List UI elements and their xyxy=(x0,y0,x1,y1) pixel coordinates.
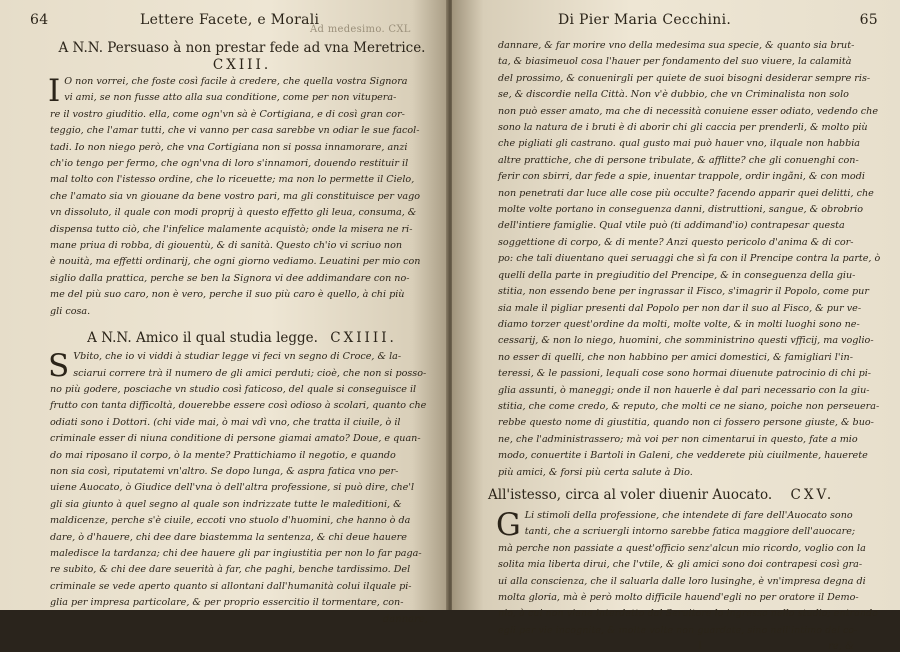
text-line: molta gloria, mà è però molto difficile hauend'egli no per oratore il Demo- xyxy=(498,592,859,603)
text-line: gli cosa. xyxy=(50,305,91,317)
text-line: re il vostro giuditio. ella, come ogn'vn sà è Cortigiana, e di così gran cor- xyxy=(50,108,405,120)
text-line: uiene Auocato, ò Giudice dell'vna ò dell'altra professione, si può dire, che'l xyxy=(50,482,415,494)
catchword: dannare, xyxy=(382,613,428,625)
text-line: nio, à cui non viene interdetto dal Seruitore lo ingresso nello studio; entrando xyxy=(498,608,878,620)
text-line: del prossimo, & conuenirgli per quiete de suoi bisogni desiderar sempre ris- xyxy=(498,72,871,84)
drop-cap: I xyxy=(48,73,61,109)
text-line: gli sia giunto à quel segno al quale son indrizzate tutte le maleditioni, & xyxy=(50,498,402,510)
text-line: po: che tali diuentano quei seruaggi che sì fa con il Prencipe contra la parte, ò xyxy=(498,253,881,265)
text-line: non sia così, riputatemi vn'altro. Se dopo lunga, & aspra fatica vno per- xyxy=(50,465,399,477)
text-line: molte volte portano in conseguenza danni, distruttioni, sangue, & obrobrio xyxy=(498,204,864,216)
left-running-title: Lettere Facete, e Morali xyxy=(140,12,320,28)
text-line: altre prattiche, che di persone tribulate, & afflitte? che gli conuenghi con- xyxy=(498,154,859,166)
text-line: diamo torzer quest'ordine da molti, molte volte, & in molti luoghi sono ne- xyxy=(498,318,860,330)
letter-number: CXIIII. xyxy=(330,330,397,347)
text-line: no esser di quelli, che non habbino per amici domestici, & famigliari l'in- xyxy=(498,351,853,363)
page-footer xyxy=(498,641,860,652)
text-line: re subito, & chi dee dare seuerità à far, che paghi, benche tardissimo. Del xyxy=(50,564,411,576)
text-line: è nouità, ma effetti ordinarij, che ogni giorno vediamo. Leuatini per mio con xyxy=(50,256,421,268)
text-line: più amici, & forsi più certa salute à Dio. xyxy=(498,466,693,478)
text-line: ferir con sbirri, dar fede a spie, inuentar trappole, ordir ingãni, & con modi xyxy=(498,171,865,183)
text-line: frutto con tanta difficoltà, douerebbe essere così odioso à scolari, quanto che xyxy=(50,400,427,412)
text-line: criminale esser di niuna conditione di persone giamai amato? Doue, e quan- xyxy=(50,433,421,445)
text-line: vi ami, se non fusse atto alla sua conditione, come per non vitupera- xyxy=(64,92,397,104)
text-line: sciarui correre trà il numero de gli amici perduti; cioè, che non si posso- xyxy=(73,367,427,379)
text-line: do mai riposano il corpo, ò la mente? Prattichiamo il negotio, e quando xyxy=(50,449,396,461)
text-line: odiati sono i Dottori. (chi vide mai, ò mai vdì vno, che tratta il ciuile, ò il xyxy=(50,416,401,428)
letter-body xyxy=(50,349,434,612)
text-line: siglio dalla prattica, perche se ben la Signora vi dee addimandare con no- xyxy=(50,272,410,284)
text-line: glia assunti, ò maneggi; onde il non hauerle è dal pari necessario con la giu- xyxy=(498,384,870,396)
right-page-header xyxy=(498,10,878,34)
letter-lines xyxy=(50,74,434,320)
text-line: che pigliati gli castrano. qual gusto mai può hauer vno, ilquale non habbia xyxy=(498,138,860,150)
text-line: ui alla conscienza, che il saluarla dalle loro lusinghe, è vn'impresa degna di xyxy=(498,575,866,587)
letter-heading xyxy=(50,40,434,74)
text-line: solita mia liberta dirui, che l'vtile, & gli amici sono doi contrapesi così gra- xyxy=(498,559,863,571)
letter-body xyxy=(496,506,878,639)
text-line: soggettione di corpo, & di mente? Anzi questo pericolo d'anima & di cor- xyxy=(498,236,854,248)
letter-heading xyxy=(488,487,860,504)
text-line: criminale se vede aperto quanto si allontani dall'humanità colui ilquale pi- xyxy=(50,580,412,592)
right-running-title: Di Pier Maria Cecchini. xyxy=(558,12,732,28)
text-line: dare, ò d'hauere, chi dee dare biastemma la sentenza, & chi deue hauere xyxy=(50,531,407,543)
drop-cap: G xyxy=(496,506,521,543)
text-line: mà perche non passiate a quest'officio senz'alcun mio ricordo, voglio con la xyxy=(498,542,866,554)
text-line: stitia, non essendo bene per ingrassar il Fisco, s'imagrir il Popolo, come pur xyxy=(498,286,869,298)
text-line: mane priua di robba, di giouentù, & di sanità. Questo ch'io vi scriuo non xyxy=(50,240,403,252)
letter-heading-title: A N.N. Amico il qual studia legge. xyxy=(87,330,318,347)
text-line: ne, che l'administrassero; mà voi per non cimentarui in questo, fate a mio xyxy=(498,433,858,445)
text-line: non penetrati dar luce alle cose più occulte? facendo apparir quei delitti, che xyxy=(498,187,874,199)
text-line: maledisce la tardanza; chi dee hauere gli par ingiustitia per non lo far paga- xyxy=(50,547,422,559)
letter-number: CXV. xyxy=(790,486,835,503)
letter-number: CXIII. xyxy=(212,57,272,73)
text-line: ch'io tengo per fermo, che ogn'vna di loro s'innamori, douendo restituir il xyxy=(50,158,409,170)
left-page xyxy=(0,0,448,625)
text-line: sono la natura de i bruti è di aborir chi gli caccia per prenderli, & molto più xyxy=(498,122,868,134)
text-line: ta, & biasimeuol cosa l'hauer per fondamento del suo viuere, la calamità xyxy=(498,56,852,68)
right-page-number: 65 xyxy=(859,12,878,28)
text-line: vn dissoluto, il quale con modi proprij à questo effetto gli leua, consuma, & xyxy=(50,207,417,219)
show-through-text: Ad medesimo. CXL xyxy=(310,24,411,35)
left-page-number: 64 xyxy=(30,12,49,28)
text-line: dannare, & far morire vno della medesima sua specie, & quanto sia brut- xyxy=(498,40,855,51)
letter-continuation xyxy=(498,38,881,481)
right-page xyxy=(452,0,900,652)
text-line: non può esser amato, ma che di necessità conuiene esser odiato, vedendo che xyxy=(498,105,879,117)
text-line: maldicenze, perche s'è ciuile, eccoti vno stuolo d'huomini, che hanno ò da xyxy=(50,515,411,527)
text-line: glia per impresa particolare, & per proprio essercitio il tormentare, con- xyxy=(50,597,404,609)
text-line: cessarij, & non lo niego, huomini, che somministrino questi vfficij, ma voglio- xyxy=(498,335,874,347)
letter-heading xyxy=(50,330,434,347)
drop-cap: S xyxy=(48,348,70,385)
letter-heading-title: A N.N. Persuaso à non prestar fede ad vna Meretrice. xyxy=(58,40,426,56)
text-line: quelli della parte in pregiuditio del Prencipe, & in conseguenza della giu- xyxy=(498,269,856,281)
text-line: che l'amato sia vn giouane da bene vostro pari, ma gli constituisce per vago xyxy=(50,190,421,202)
text-line: teressi, & le passioni, lequali cose sono hormai diuenute patrocinio di chi pi- xyxy=(498,368,872,380)
text-line: rebbe questo nome di giustitia, quando non ci fossero persone giuste, & buo- xyxy=(498,417,874,429)
text-line: dell'intiere famiglie. Qual vtile può (ti addimand'io) contrapesar questa xyxy=(498,220,845,232)
letter-heading-title: All'istesso, circa al voler diuenir Auocato. xyxy=(488,486,773,503)
text-line: mal tolto con l'istesso ordine, che lo riceuette; ma non lo permette il Cielo, xyxy=(50,174,415,186)
text-line: O non vorrei, che foste così facile à credere, che quella vostra Signora xyxy=(64,76,408,87)
text-line: dispensa tutto ciò, che l'infelice malamente acquistò; onde la misera ne ri- xyxy=(50,223,413,235)
text-line: Li stimoli della professione, che intendete di fare dell'Auocato sono xyxy=(524,509,853,521)
text-line: sia male il pigliar presenti dal Popolo per non dar il suo al Fisco, & pur ve- xyxy=(498,302,862,314)
text-line: stitia, che come credo, & reputo, che molti ce ne siano, poiche non perseuera- xyxy=(498,400,880,412)
text-line: teggio, che l'amar tutti, che vi vanno per casa sarebbe vn odiar le sue facol- xyxy=(50,125,420,137)
catchword: re, & xyxy=(828,641,854,652)
text-line: Vbito, che io vi viddi à studiar legge vi feci vn segno di Croce, & la- xyxy=(73,351,402,363)
letter-lines xyxy=(50,349,434,612)
text-line: se, & discordie nella Città. Non v'è dubbio, che vn Criminalista non solo xyxy=(498,89,849,101)
left-page-header xyxy=(30,10,434,35)
text-line: tadi. Io non niego però, che vna Cortigiana non si possa innamorare, anzi xyxy=(50,141,408,153)
text-line: no più godere, posciache vn studio così faticoso, del quale si conseguisce il xyxy=(50,383,417,395)
text-line: modo, conuertite i Bartoli in Galeni, che vedderete più ciuilmente, hauerete xyxy=(498,450,868,462)
text-line: me del più suo caro, non è vero, perche il suo più caro è quello, à chi più xyxy=(50,289,405,301)
letter-body xyxy=(50,74,434,320)
signature-mark: I xyxy=(698,641,702,652)
letter-lines xyxy=(498,508,878,639)
letter-lines xyxy=(498,38,881,481)
text-line: tanti, che a scriuergli intorno sarebbe fatica maggiore dell'auocare; xyxy=(524,526,856,538)
text-line: egli per vie incognite, & molte volte non guardate, sino nell'intimo del co- xyxy=(498,624,858,636)
